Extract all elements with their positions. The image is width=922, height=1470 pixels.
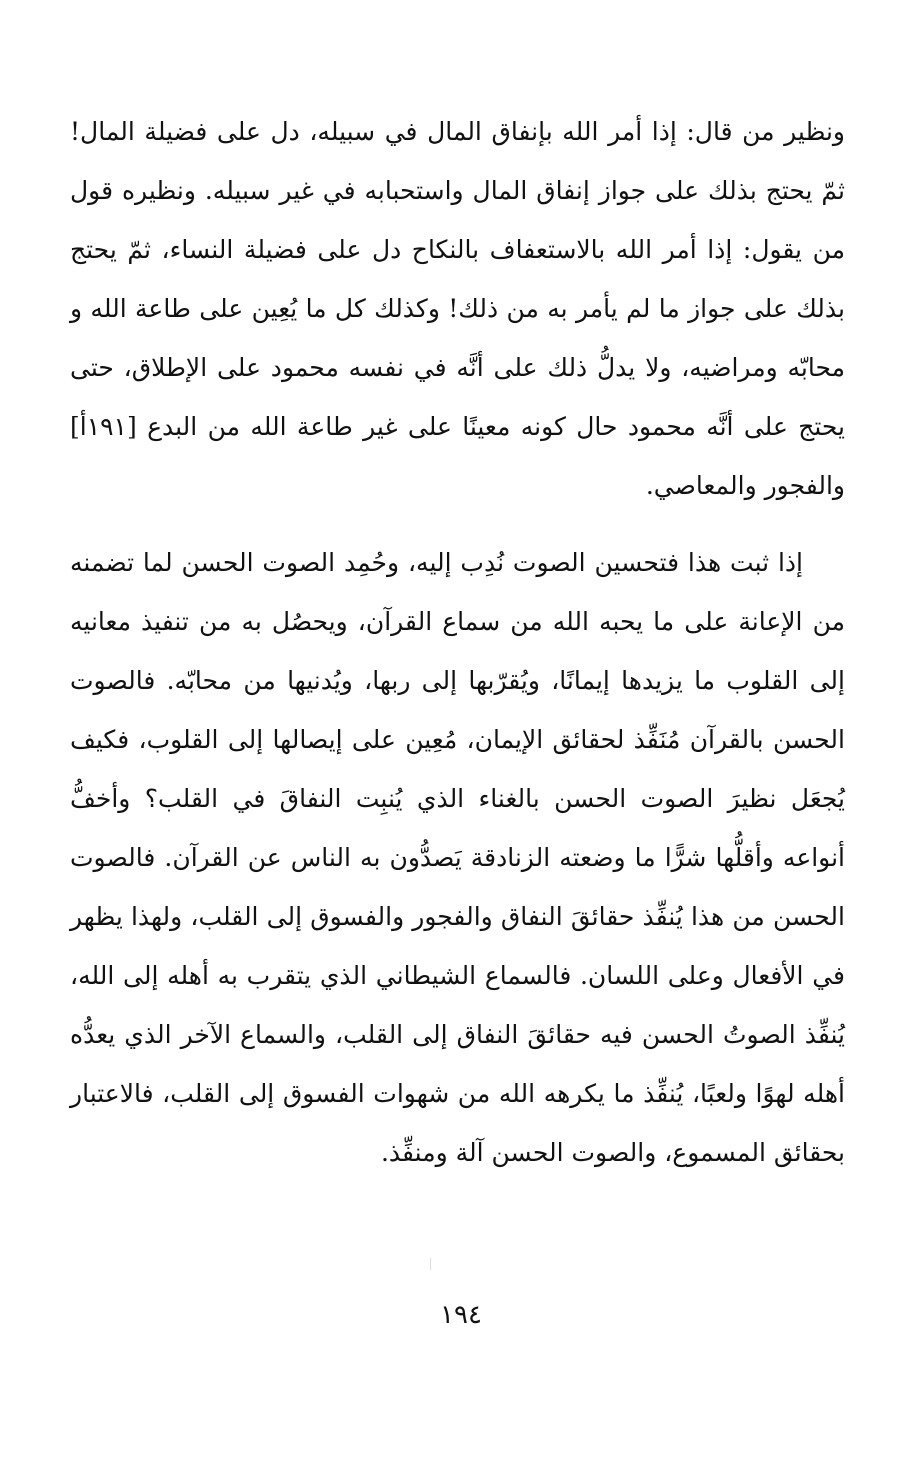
page-number: ١٩٤	[440, 1300, 482, 1330]
paragraph-1: ونظير من قال: إذا أمر الله بإنفاق المال في سبيله، دل على فضيلة المال! ثمّ يحتج بذلك على جواز إنفاق المال واستحبابه في غير سبيله. ونظيره قول من يقول: إذا أمر الله بالاستعفاف بالنكاح دل على فضيلة النساء، ثمّ يحتج بذلك على جواز ما لم يأمر به من ذلك! وكذلك كل ما يُعِين على طاعة الله و محابّه ومراضيه، ولا يدلُّ ذلك على أنَّه في نفسه محمود على الإطلاق، حتى يحتج على أنَّه محمود حال كونه معينًا على غير طاعة الله من البدع [١٩١أ] والفجور والمعاصي.	[70, 117, 845, 500]
paragraph-2: إذا ثبت هذا فتحسين الصوت نُدِب إليه، وحُمِد الصوت الحسن لما تضمنه من الإعانة على ما يحبه الله من سماع القرآن، ويحصُل به من تنفيذ معانيه إلى القلوب ما يزيدها إيمانًا، ويُقرّبها إلى ربها، ويُدنيها من محابّه. فالصوت الحسن بالقرآن مُنَفِّذ لحقائق الإيمان، مُعِين على إيصالها إلى القلوب، فكيف يُجعَل نظيرَ الصوت الحسن بالغناء الذي يُنبِت النفاقَ في القلب؟ وأخفُّ أنواعه وأقلُّها شرًّا ما وضعته الزنادقة يَصدُّون به الناس عن القرآن. فالصوت الحسن من هذا يُنفِّذ حقائقَ النفاق والفجور والفسوق إلى القلب، ولهذا يظهر في الأفعال وعلى اللسان. فالسماع الشيطاني الذي يتقرب به أهله إلى الله، يُنفِّذ الصوتُ الحسن فيه حقائقَ النفاق إلى القلب، والسماع الآخر الذي يعدُّه أهله لهوًا ولعبًا، يُنفِّذ ما يكرهه الله من شهوات الفسوق إلى القلب، فالاعتبار بحقائق المسموع، والصوت الحسن آلة ومنفِّذ.	[70, 548, 845, 1167]
paragraph-2-block	[70, 533, 845, 1182]
paragraph-1-block	[70, 102, 845, 515]
scan-mark	[430, 1258, 431, 1270]
